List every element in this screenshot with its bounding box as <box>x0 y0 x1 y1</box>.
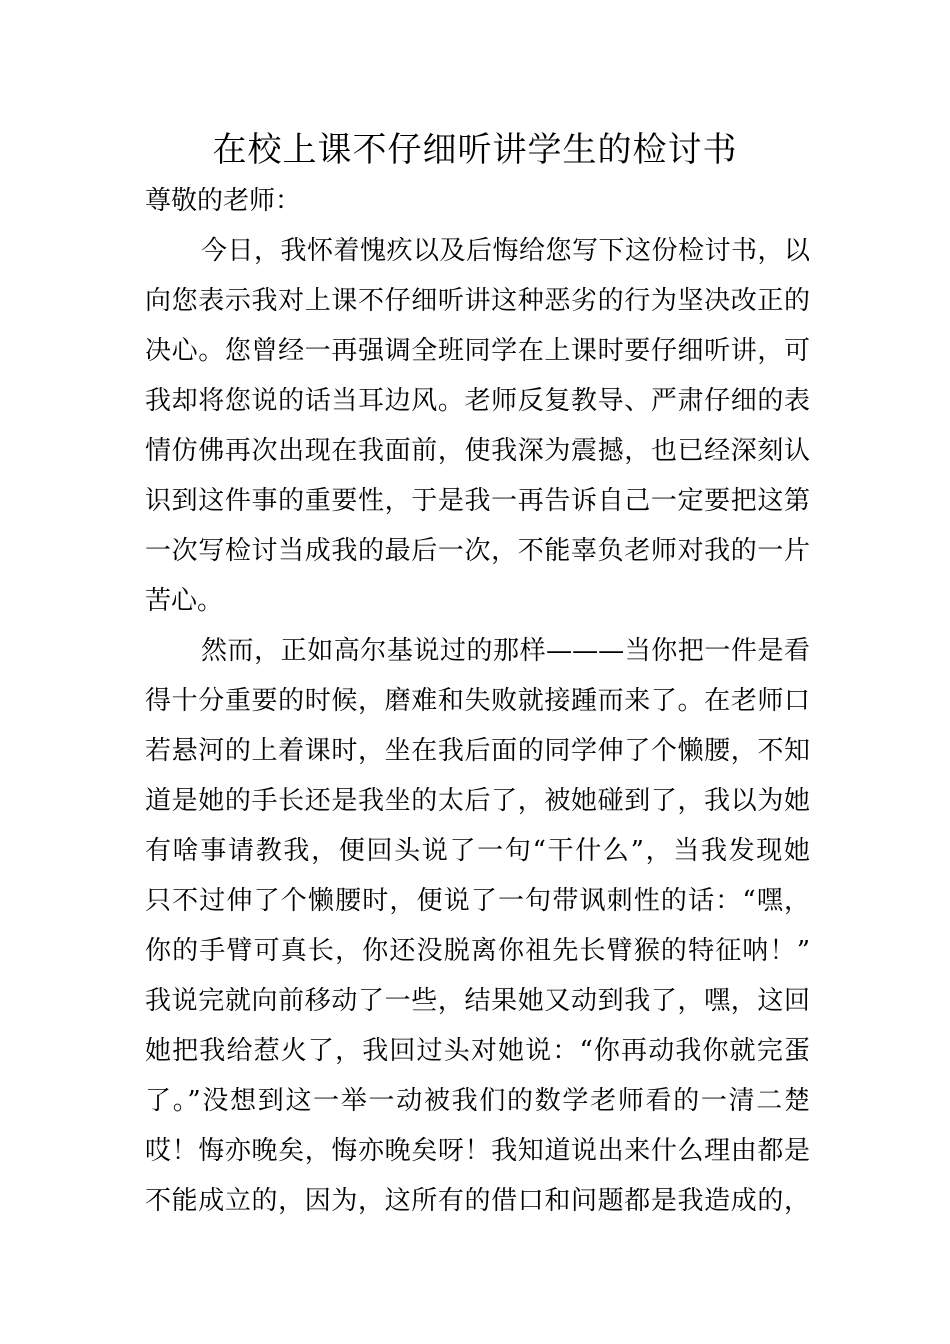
body-line: 今日，我怀着愧疚以及后悔给您写下这份检讨书，以 <box>201 236 810 266</box>
body-line: 一次写检讨当成我的最后一次，不能辜负老师对我的一片 <box>145 536 810 566</box>
body-line: 若悬河的上着课时，坐在我后面的同学伸了个懒腰，不知 <box>145 736 810 766</box>
body-line: 她把我给惹火了，我回过头对她说：“你再动我你就完蛋 <box>145 1036 810 1066</box>
body-line: 向您表示我对上课不仔细听讲这种恶劣的行为坚决改正的 <box>145 286 810 316</box>
body-line: 有啥事请教我，便回头说了一句“干什么”，当我发现她 <box>145 836 810 866</box>
body-line: 我却将您说的话当耳边风。老师反复教导、严肃仔细的表 <box>145 386 810 416</box>
body-line: 只不过伸了个懒腰时，便说了一句带讽刺性的话：“嘿， <box>145 886 810 916</box>
body-line: 苦心。 <box>145 586 224 616</box>
document-body <box>145 176 810 1226</box>
body-line: 决心。您曾经一再强调全班同学在上课时要仔细听讲，可 <box>145 336 810 366</box>
body-line: 情仿佛再次出现在我面前，使我深为震撼，也已经深刻认 <box>145 436 810 466</box>
body-line: 识到这件事的重要性，于是我一再告诉自己一定要把这第 <box>145 486 810 516</box>
salutation: 尊敬的老师： <box>145 186 302 216</box>
body-line: 哎！悔亦晚矣，悔亦晚矣呀！我知道说出来什么理由都是 <box>145 1136 810 1166</box>
body-line: 我说完就向前移动了一些，结果她又动到我了，嘿，这回 <box>145 986 810 1016</box>
body-line: 你的手臂可真长，你还没脱离你祖先长臂猴的特征呐！” <box>145 936 810 966</box>
body-line: 不能成立的，因为，这所有的借口和问题都是我造成的， <box>145 1186 810 1216</box>
body-line: 然而，正如高尔基说过的那样———当你把一件是看 <box>201 636 810 666</box>
body-line: 得十分重要的时候，磨难和失败就接踵而来了。在老师口 <box>145 686 810 716</box>
body-line: 道是她的手长还是我坐的太后了，被她碰到了，我以为她 <box>145 786 810 816</box>
body-line: 了。”没想到这一举一动被我们的数学老师看的一清二楚 <box>145 1086 810 1116</box>
document-title: 在校上课不仔细听讲学生的检讨书 <box>212 130 738 170</box>
